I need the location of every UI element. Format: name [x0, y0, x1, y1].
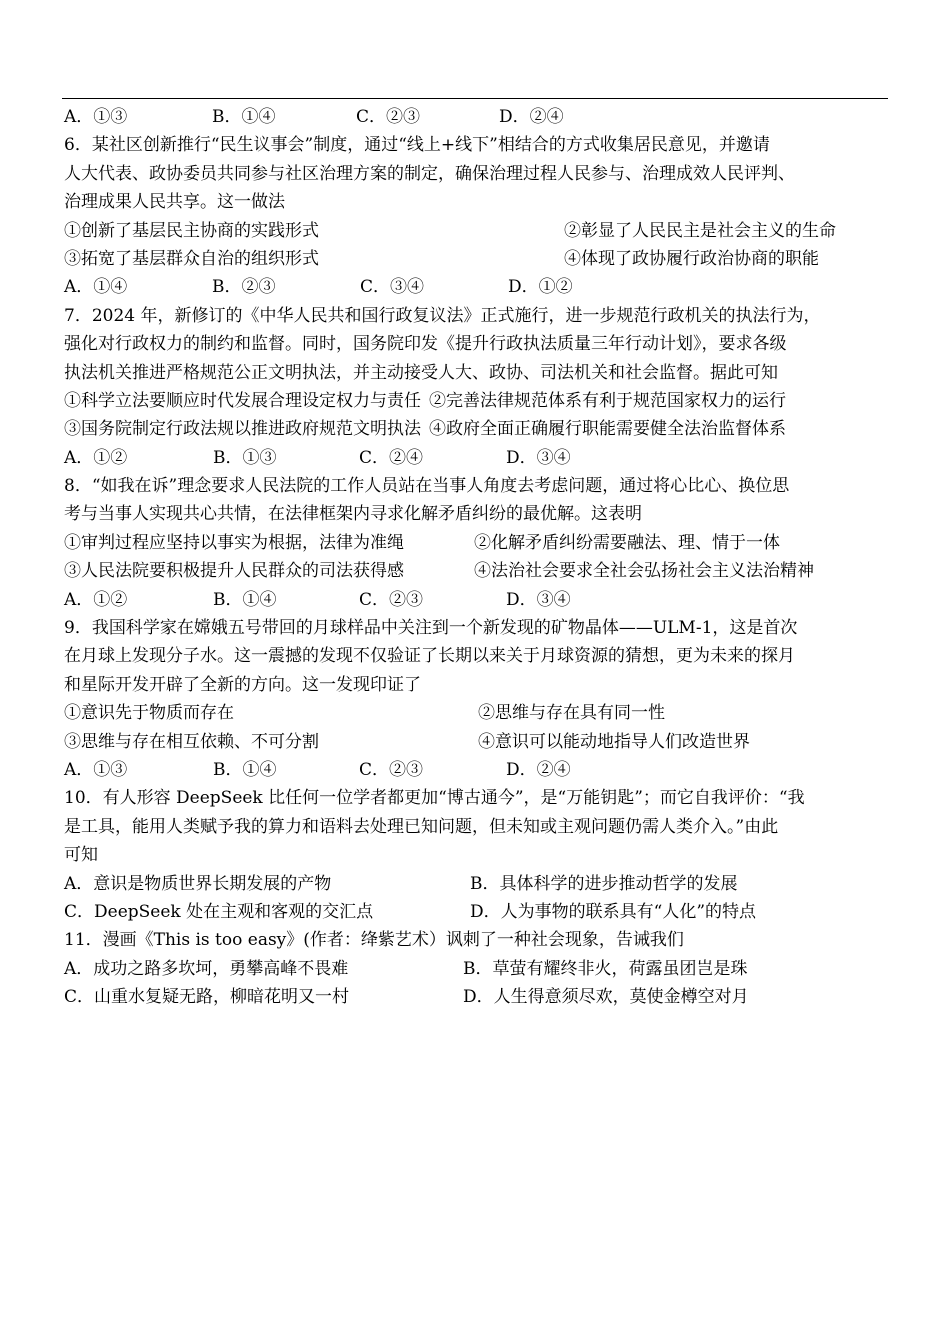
statement-row [64, 529, 890, 557]
option-c: C．DeepSeek 处在主观和客观的交汇点 [64, 901, 374, 922]
option-b: B．具体科学的进步推动哲学的发展 [470, 873, 738, 894]
statement-row [64, 557, 890, 585]
option-c: C．②③ [356, 107, 421, 127]
answer-options-row [64, 983, 890, 1011]
question-stem-line: 治理成果人民共享。这一做法 [64, 192, 285, 213]
option-b: B．①③ [213, 447, 277, 468]
statement-4: ④意识可以能动地指导人们改造世界 [478, 731, 750, 752]
option-b: B．①④ [213, 759, 277, 780]
answer-options [64, 444, 890, 472]
question-stem-line: 11．漫画《This is too easy》(作者：绛紫艺术）讽刺了一种社会现象，告诫我们 [64, 930, 684, 951]
question-stem-line: 考与当事人实现共心共情，在法律框架内寻求化解矛盾纠纷的最优解。这表明 [64, 504, 642, 525]
statement-row [64, 387, 890, 415]
exam-page [64, 103, 890, 1012]
question-9 [64, 614, 890, 784]
question-stem-line: 可知 [64, 845, 98, 866]
question-11 [64, 926, 890, 1011]
option-d: D．③④ [506, 447, 571, 468]
statement-4: ④政府全面正确履行职能需要健全法治监督体系 [429, 419, 786, 440]
statement-row [64, 245, 890, 273]
statement-row [64, 699, 890, 727]
statement-2: ②完善法律规范体系有利于规范国家权力的运行 [429, 390, 786, 411]
statement-1: ①科学立法要顺应时代发展合理设定权力与责任 [64, 390, 421, 411]
option-c: C．②③ [359, 589, 424, 610]
statement-row [64, 728, 890, 756]
statement-1: ①审判过程应坚持以事实为根据，法律为准绳 [64, 532, 404, 553]
question-stem-line: 8．“如我在诉”理念要求人民法院的工作人员站在当事人角度去考虑问题，通过将心比心、换位思 [64, 476, 790, 497]
option-b: B．①④ [213, 589, 277, 610]
option-c: C．②④ [359, 447, 424, 468]
option-d: D．②④ [499, 107, 564, 127]
question-stem-line: 人大代表、政协委员共同参与社区治理方案的制定，确保治理过程人民参与、治理成效人民评判、 [64, 163, 795, 184]
answer-options-row [64, 955, 890, 983]
statement-4: ④法治社会要求全社会弘扬社会主义法治精神 [474, 561, 814, 582]
question-stem-line: 是工具，能用人类赋予我的算力和语料去处理已知问题，但未知或主观问题仍需人类介入。”由此 [64, 816, 779, 837]
option-b: B．草萤有耀终非火，荷露虽团岂是珠 [463, 958, 748, 979]
answer-options-row [64, 898, 890, 926]
option-a: A．①③ [64, 759, 128, 780]
statement-3: ③人民法院要积极提升人民群众的司法获得感 [64, 561, 404, 582]
question-8 [64, 472, 890, 614]
question-10 [64, 784, 890, 926]
option-d: D．①② [508, 277, 573, 298]
question-stem-line: 执法机关推进严格规范公正文明执法，并主动接受人大、政协、司法机关和社会监督。据此可知 [64, 362, 778, 383]
question-stem-line: 9．我国科学家在嫦娥五号带回的月球样品中关注到一个新发现的矿物晶体——ULM-1，这是首次 [64, 618, 798, 639]
option-b: B．①④ [212, 107, 276, 127]
question-stem-line: 6．某社区创新推行“民生议事会”制度，通过“线上+线下”相结合的方式收集居民意见，并邀请 [64, 135, 770, 156]
question-stem-line: 强化对行政权力的制约和监督。同时，国务院印发《提升行政执法质量三年行动计划》，要求各级 [64, 334, 787, 355]
answer-options [64, 756, 890, 784]
statement-4: ④体现了政协履行政治协商的职能 [564, 248, 819, 269]
statement-3: ③拓宽了基层群众自治的组织形式 [64, 248, 319, 269]
statement-1: ①创新了基层民主协商的实践形式 [64, 220, 319, 241]
option-a: A．①② [64, 589, 128, 610]
answer-options [64, 586, 890, 614]
option-c: C．山重水复疑无路，柳暗花明又一村 [64, 987, 350, 1008]
statement-2: ②彰显了人民民主是社会主义的生命 [564, 220, 836, 241]
statement-3: ③国务院制定行政法规以推进政府规范文明执法 [64, 419, 421, 440]
option-a: A．①② [64, 447, 128, 468]
option-c: C．③④ [360, 277, 425, 298]
option-d: D．人生得意须尽欢，莫使金樽空对月 [463, 987, 749, 1008]
statement-1: ①意识先于物质而存在 [64, 703, 234, 724]
statement-2: ②化解矛盾纠纷需要融法、理、情于一体 [474, 532, 780, 553]
answer-options [64, 273, 890, 301]
option-a: A．①④ [64, 277, 128, 298]
question-stem-line: 7．2024 年，新修订的《中华人民共和国行政复议法》正式施行，进一步规范行政机关的执法行为， [64, 305, 821, 326]
option-a: A．成功之路多坎坷，勇攀高峰不畏难 [64, 958, 349, 979]
question-stem-line: 在月球上发现分子水。这一震撼的发现不仅验证了长期以来关于月球资源的猜想，更为未来的探月 [64, 646, 795, 667]
option-a: A．意识是物质世界长期发展的产物 [64, 873, 332, 894]
prev-question-options [64, 103, 890, 131]
option-c: C．②③ [359, 759, 424, 780]
statement-row [64, 217, 890, 245]
option-b: B．②③ [212, 277, 276, 298]
option-d: D．人为事物的联系具有“人化”的特点 [470, 901, 757, 922]
statement-2: ②思维与存在具有同一性 [478, 703, 665, 724]
question-7 [64, 302, 890, 472]
top-rule [62, 98, 888, 99]
option-a: A．①③ [64, 107, 128, 127]
question-stem-line: 10．有人形容 DeepSeek 比任何一位学者都更加“博古通今”，是“万能钥匙”；而它自我评价：“我 [64, 788, 805, 809]
question-6 [64, 131, 890, 301]
option-d: D．②④ [506, 759, 571, 780]
statement-row [64, 415, 890, 443]
statement-3: ③思维与存在相互依赖、不可分割 [64, 731, 319, 752]
option-d: D．③④ [506, 589, 571, 610]
answer-options-row [64, 870, 890, 898]
question-stem-line: 和星际开发开辟了全新的方向。这一发现印证了 [64, 674, 421, 695]
